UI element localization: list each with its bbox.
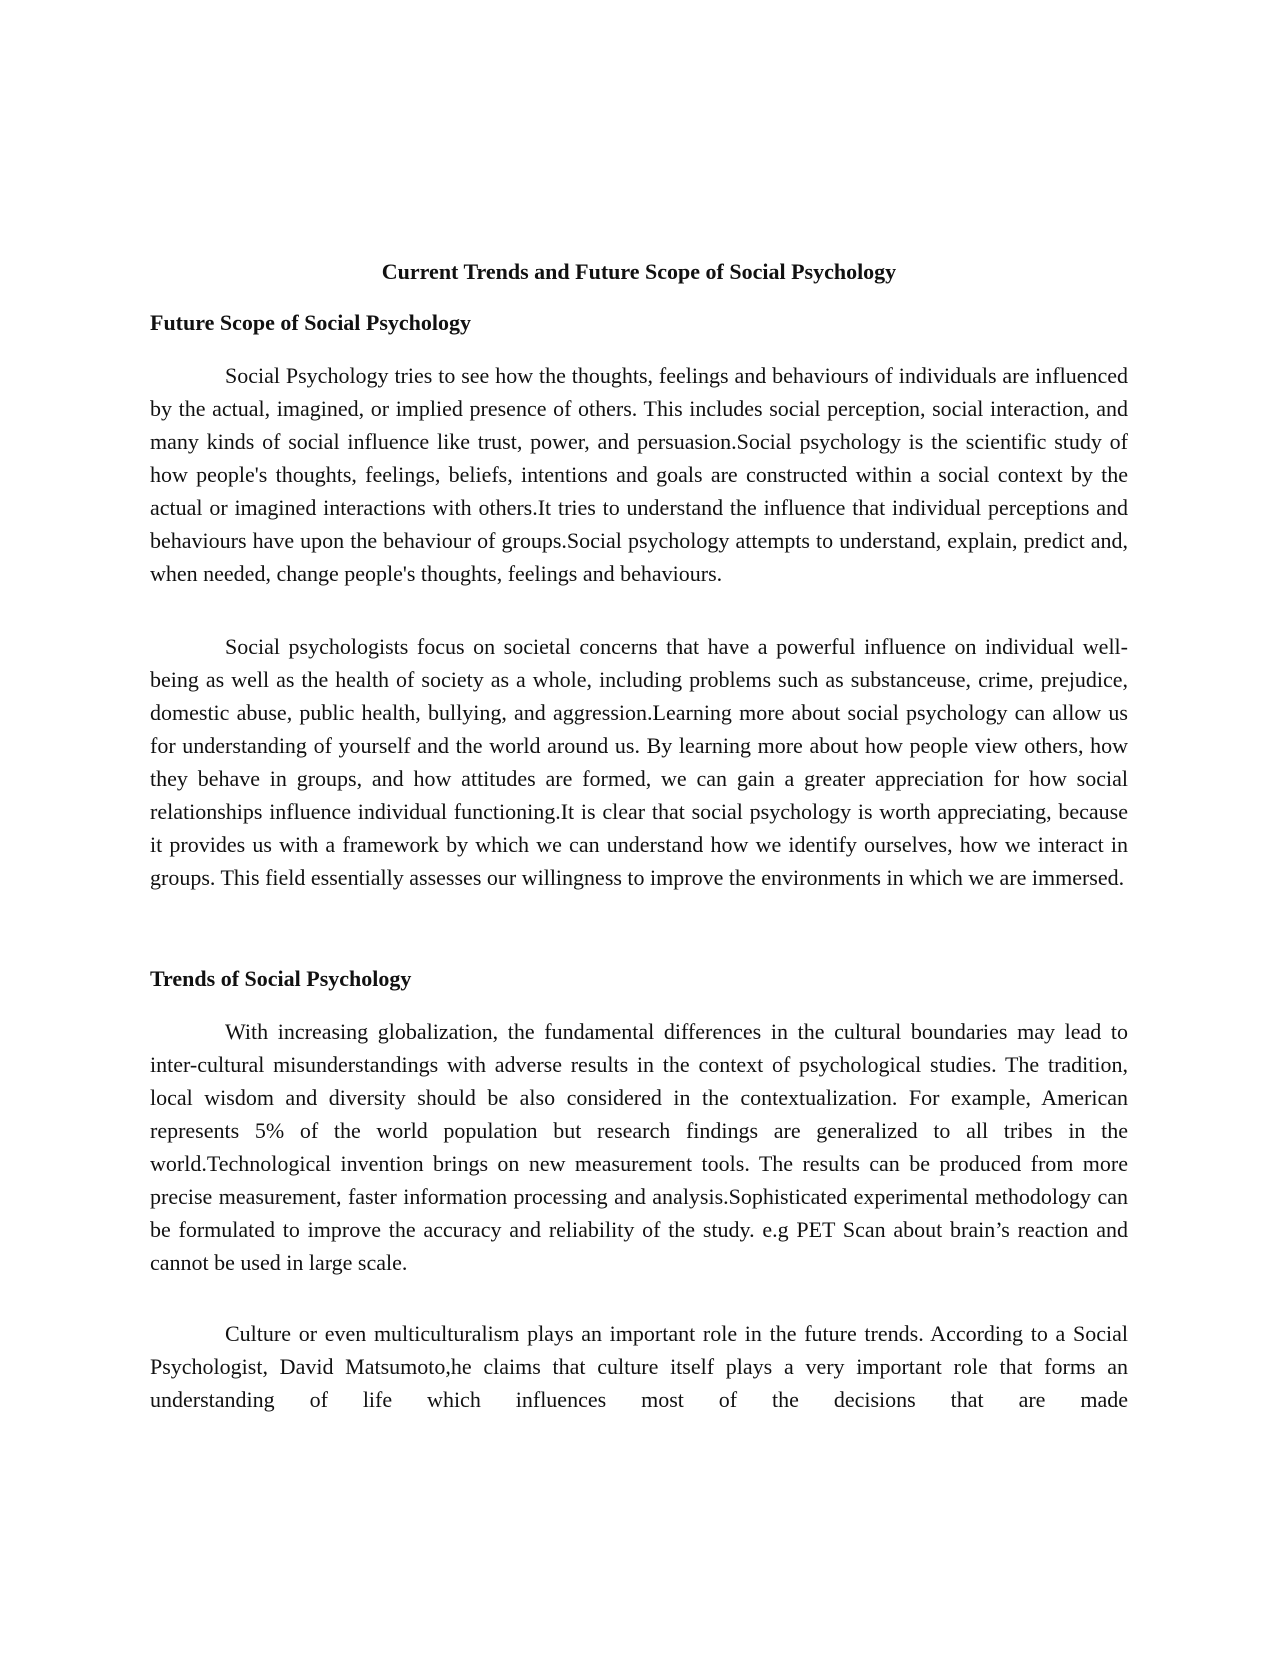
paragraph-trends-2: Culture or even multiculturalism plays an important role in the future trends. According to a Social Psychologist, David Matsumoto,he claims that culture itself plays a very important role that forms an understanding of life which influences most of the decisions that are made bbox=[150, 1321, 1128, 1412]
paragraph-future-scope-1: Social Psychology tries to see how the thoughts, feelings and behaviours of individuals are influenced by the actual, imagined, or implied presence of others. This includes social perception, social interaction, and many kinds of social influence like trust, power, and persuasion.Social psychology is the scientific study of how people's thoughts, feelings, beliefs, intentions and goals are constructed within a social context by the actual or imagined interactions with others.It tries to understand the influence that individual perceptions and behaviours have upon the behaviour of groups.Social psychology attempts to understand, explain, predict and, when needed, change people's thoughts, feelings and behaviours. bbox=[150, 363, 1128, 586]
paragraph-trends-1: With increasing globalization, the fundamental differences in the cultural boundaries may lead to inter-cultural misunderstandings with adverse results in the context of psychological studies. The tradition, local wisdom and diversity should be also considered in the contextualization. For example, American represents 5% of the world population but research findings are generalized to all tribes in the world.Technological invention brings on new measurement tools. The results can be produced from more precise measurement, faster information processing and analysis.Sophisticated experimental methodology can be formulated to improve the accuracy and reliability of the study. e.g PET Scan about brain’s reaction and cannot be used in large scale. bbox=[150, 1019, 1128, 1275]
document-title: Current Trends and Future Scope of Social Psychology bbox=[381, 259, 897, 284]
paragraph-future-scope-2: Social psychologists focus on societal concerns that have a powerful influence on individual well-being as well as the health of society as a whole, including problems such as substanceuse, crime, prejudice, domestic abuse, public health, bullying, and aggression.Learning more about social psychology can allow us for understanding of yourself and the world around us. By learning more about how people view others, how they behave in groups, and how attitudes are formed, we can gain a greater appreciation for how social relationships influence individual functioning.It is clear that social psychology is worth appreciating, because it provides us with a framework by which we can understand how we identify ourselves, how we interact in groups. This field essentially assesses our willingness to improve the environments in which we are immersed. bbox=[150, 634, 1128, 890]
section-heading-trends: Trends of Social Psychology bbox=[150, 966, 412, 991]
section-heading-future-scope: Future Scope of Social Psychology bbox=[150, 310, 472, 335]
